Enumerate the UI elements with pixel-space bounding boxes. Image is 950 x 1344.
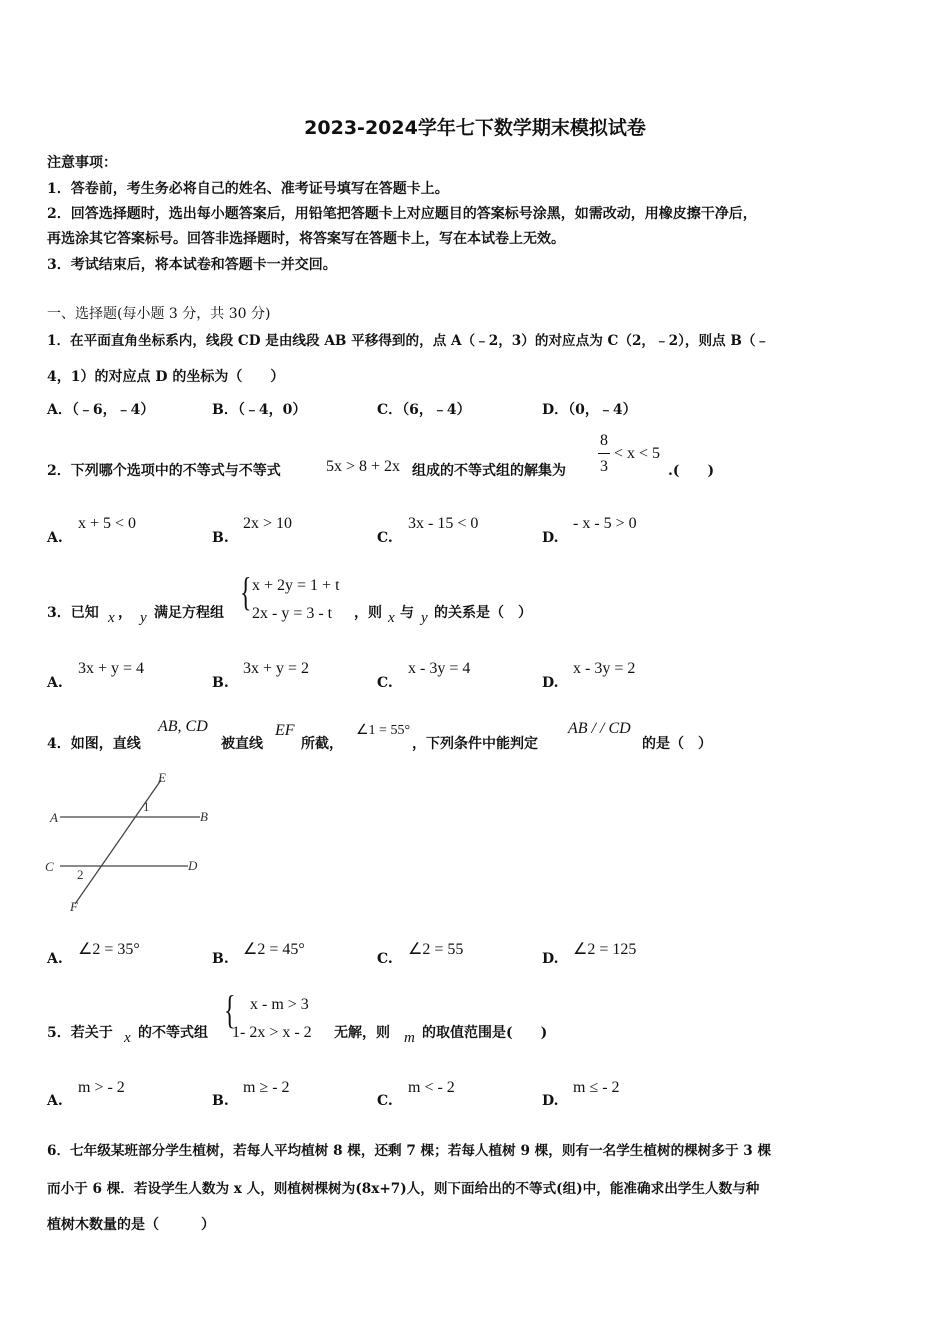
q2-fraction-numerator: 8 — [600, 432, 608, 449]
q5-inequality-1: x - m > 3 — [250, 996, 309, 1013]
figure-label-d: D — [188, 858, 198, 873]
q4-stem-suffix: 的是（ ） — [642, 736, 712, 752]
page-title: 2023-2024学年七下数学期末模拟试卷 — [304, 117, 646, 139]
q2-stem-prefix: 2．下列哪个选项中的不等式与不等式 — [47, 463, 281, 479]
q1-option-a[interactable]: A．（﹣6，﹣4） — [47, 402, 155, 418]
q4-figure — [40, 768, 220, 918]
q4-parallel: AB / / CD — [568, 720, 631, 737]
q1-stem: 1．在平面直角坐标系内，线段 CD 是由线段 AB 平移得到的，点 A（﹣2，3）的对应点为 C（2，﹣2），则点 B（﹣ — [47, 333, 770, 349]
q2-label-a: A. — [47, 530, 63, 546]
q3-label-a: A. — [47, 675, 63, 691]
q5-var-m: m — [404, 1030, 415, 1046]
q5-no-solution: 无解，则 — [334, 1025, 390, 1041]
q4-label-a: A. — [47, 951, 63, 967]
figure-label-b: B — [200, 809, 208, 824]
q4-label-b: B. — [212, 951, 229, 967]
q3-stem-middle: 满足方程组 — [154, 605, 224, 621]
q3-var-y: y — [140, 610, 147, 626]
q5-stem-middle: 的不等式组 — [138, 1025, 208, 1041]
q4-option-d[interactable]: ∠2 = 125 — [573, 941, 637, 958]
q2-option-d[interactable]: - x - 5 > 0 — [573, 515, 637, 532]
q2-label-b: B. — [212, 530, 229, 546]
q5-option-d[interactable]: m ≤ - 2 — [573, 1079, 620, 1096]
figure-angle-2: 2 — [77, 867, 84, 882]
q6-stem-cont-1: 而小于 6 棵．若设学生人数为 x 人，则植树棵树为(8x+7)人，则下面给出的不等式(组)中，能准确求出学生人数与种 — [47, 1181, 760, 1197]
q2-label-d: D. — [542, 530, 559, 546]
q5-option-a[interactable]: m > - 2 — [78, 1079, 125, 1096]
q6-stem-cont-2: 植树木数量的是（ ） — [47, 1217, 215, 1233]
q4-lines: AB, CD — [158, 718, 208, 735]
q5-inequality-2: 1- 2x > x - 2 — [232, 1024, 312, 1041]
q3-comma: ， — [118, 605, 132, 621]
q3-option-d[interactable]: x - 3y = 2 — [573, 660, 636, 677]
q1-stem-cont: 4，1）的对应点 D 的坐标为（ ） — [47, 369, 285, 385]
q1-option-d[interactable]: D．（0，﹣4） — [542, 402, 637, 418]
q2-stem-middle: 组成的不等式组的解集为 — [412, 463, 566, 479]
q3-then: ，则 — [354, 605, 382, 621]
q4-label-d: D. — [542, 951, 559, 967]
q3-var-y-2: y — [421, 610, 428, 626]
q4-option-a[interactable]: ∠2 = 35° — [78, 941, 140, 958]
q1-option-b[interactable]: B．（﹣4，0） — [212, 402, 307, 418]
notice-item-2-cont: 再选涂其它答案标号。回答非选择题时，将答案写在答题卡上，写在本试卷上无效。 — [47, 231, 565, 247]
q3-equation-2: 2x - y = 3 - t — [252, 605, 333, 622]
q3-var-x: x — [108, 610, 115, 626]
q3-stem-suffix: 的关系是（ ） — [434, 605, 532, 621]
q3-and: 与 — [400, 605, 414, 621]
q3-label-c: C. — [377, 675, 393, 691]
q1-option-c[interactable]: C．（6，﹣4） — [377, 402, 471, 418]
q4-angle-given: ∠1 = 55° — [356, 723, 411, 738]
q3-var-x-2: x — [388, 610, 395, 626]
q4-option-c[interactable]: ∠2 = 55 — [408, 941, 464, 958]
figure-angle-1: 1 — [143, 799, 150, 814]
q4-cut: 被直线 — [221, 736, 263, 752]
notice-heading: 注意事项： — [47, 155, 117, 171]
q4-line-ef: EF — [275, 722, 295, 739]
q2-label-c: C. — [377, 530, 393, 546]
q3-option-a[interactable]: 3x + y = 4 — [78, 660, 145, 677]
figure-label-e: E — [158, 770, 166, 785]
notice-item-1: 1．答卷前，考生务必将自己的姓名、准考证号填写在答题卡上。 — [47, 181, 449, 197]
q5-label-b: B. — [212, 1093, 229, 1109]
q3-option-c[interactable]: x - 3y = 4 — [408, 660, 471, 677]
q5-system-brace: { — [224, 987, 236, 1032]
section-heading: 一、选择题(每小题 3 分，共 30 分) — [47, 306, 271, 322]
q4-stem-prefix: 4．如图，直线 — [47, 736, 141, 752]
q4-option-b[interactable]: ∠2 = 45° — [243, 941, 305, 958]
q2-solution-tail: < x < 5 — [614, 445, 661, 462]
notice-item-3: 3．考试结束后，将本试卷和答题卡一并交回。 — [47, 257, 337, 273]
q6-stem: 6．七年级某班部分学生植树，若每人平均植树 8 棵，还剩 7 棵；若每人植树 9 棵，则有一名学生植树的棵树多于 3 棵 — [47, 1143, 772, 1159]
q5-stem-suffix: 的取值范围是( ) — [422, 1025, 548, 1041]
q2-stem-suffix: .( ) — [668, 463, 715, 479]
q3-label-b: B. — [212, 675, 229, 691]
figure-label-f: F — [70, 899, 78, 914]
q2-option-a[interactable]: x + 5 < 0 — [78, 515, 137, 532]
q3-option-b[interactable]: 3x + y = 2 — [243, 660, 310, 677]
q4-label-c: C. — [377, 951, 393, 967]
q5-label-c: C. — [377, 1093, 393, 1109]
q5-label-d: D. — [542, 1093, 559, 1109]
q2-fraction-bar — [598, 453, 610, 454]
q5-option-b[interactable]: m ≥ - 2 — [243, 1079, 290, 1096]
q2-option-b[interactable]: 2x > 10 — [243, 515, 293, 532]
q4-condition: ，下列条件中能判定 — [412, 736, 538, 752]
q3-stem-prefix: 3．已知 — [47, 605, 99, 621]
q4-cut2: 所截， — [301, 736, 343, 752]
q3-label-d: D. — [542, 675, 559, 691]
figure-label-a: A — [50, 810, 58, 825]
notice-item-2: 2．回答选择题时，选出每小题答案后，用铅笔把答题卡上对应题目的答案标号涂黑，如需改动，用橡皮擦干净后， — [47, 206, 757, 222]
q5-label-a: A. — [47, 1093, 63, 1109]
q3-equation-1: x + 2y = 1 + t — [252, 577, 340, 594]
q5-var-x: x — [124, 1030, 131, 1046]
q2-fraction-denominator: 3 — [600, 458, 608, 475]
figure-label-c: C — [45, 859, 54, 874]
q2-option-c[interactable]: 3x - 15 < 0 — [408, 515, 479, 532]
q5-option-c[interactable]: m < - 2 — [408, 1079, 455, 1096]
q3-system-brace: { — [240, 569, 252, 614]
q2-inequality: 5x > 8 + 2x — [326, 458, 401, 475]
q5-stem-prefix: 5．若关于 — [47, 1025, 113, 1041]
